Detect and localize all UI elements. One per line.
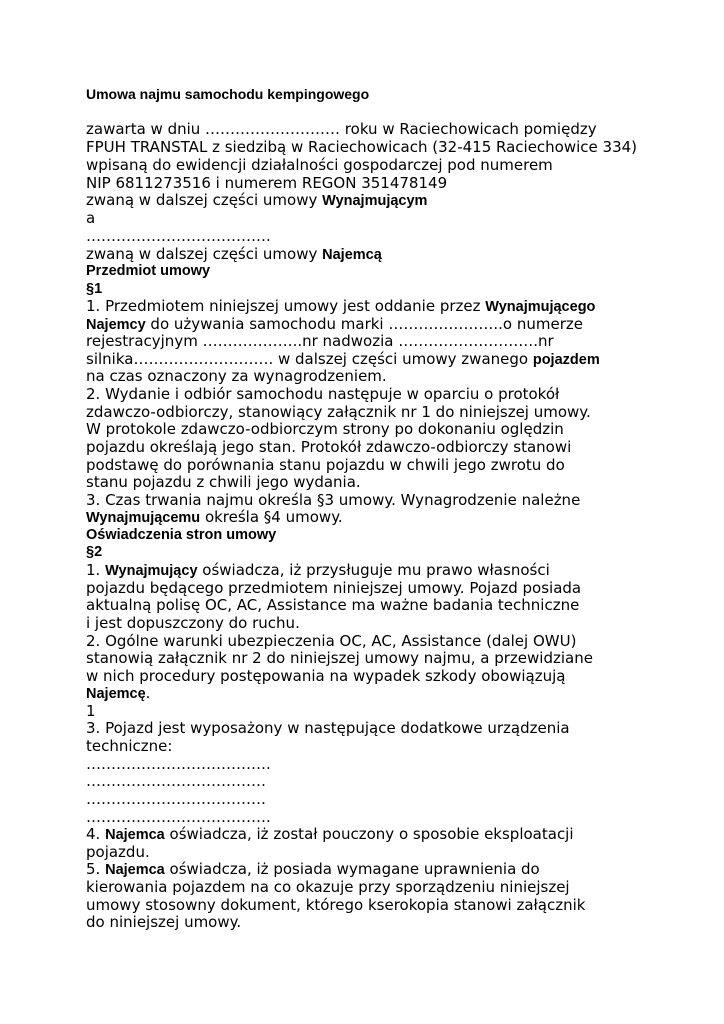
blank-field: ……………………………… — [86, 772, 266, 790]
paragraph-line: umowy stosowny dokument, którego kserokopia stanowi załącznik — [86, 896, 586, 914]
paragraph-line: 1. Przedmiotem niniejszej umowy jest oddanie przez Wynajmującego — [86, 297, 596, 315]
paragraph-line: Najemcy do używania samochodu marki …………………..o numerze — [86, 315, 583, 333]
blank-field: ……………………………… — [86, 790, 266, 808]
paragraph-line: 2. Ogólne warunki ubezpieczenia OC, AC, Assistance (dalej OWU) — [86, 632, 577, 650]
paragraph-line: Wynajmującemu określa §4 umowy. — [86, 508, 343, 526]
section-number: §2 — [86, 544, 103, 560]
paragraph-line: do niniejszej umowy. — [86, 913, 242, 931]
paragraph-line: rejestracyjnym ………………..nr nadwozia ……………………….nr — [86, 332, 554, 350]
paragraph-line: stanu pojazdu z chwili jego wydania. — [86, 473, 361, 491]
paragraph-line: i jest dopuszczony do ruchu. — [86, 614, 300, 632]
paragraph-line: W protokole zdawczo-odbiorczym strony po dokonaniu oględzin — [86, 420, 564, 438]
paragraph-line: 5. Najemca oświadcza, iż posiada wymagane uprawnienia do — [86, 860, 540, 878]
section-heading: Oświadczenia stron umowy — [86, 527, 277, 543]
paragraph-line: na czas oznaczony za wynagrodzeniem. — [86, 367, 387, 385]
paragraph-line: techniczne: — [86, 737, 173, 755]
paragraph-line: 4. Najemca oświadcza, iż został pouczony o sposobie eksploatacji — [86, 825, 574, 843]
paragraph-line: 3. Czas trwania najmu określa §3 umowy. Wynagrodzenie należne — [86, 491, 581, 509]
section-heading: Przedmiot umowy — [86, 263, 211, 279]
paragraph-line: Najemcę. — [86, 684, 151, 702]
blank-field: ………………………………. — [86, 227, 271, 245]
intro-line: FPUH TRANSTAL z siedzibą w Raciechowicach (32-415 Raciechowice 334) — [86, 138, 638, 156]
blank-field: ………………………………. — [86, 755, 271, 773]
paragraph-line: silnika………………………. w dalszej części umowy zwanego pojazdem — [86, 350, 600, 368]
paragraph-line: aktualną polisę OC, AC, Assistance ma ważne badania techniczne — [86, 596, 580, 614]
party-name-tenant: Najemcą — [322, 247, 382, 263]
paragraph-line: stanowią załącznik nr 2 do niniejszej umowy najmu, a przewidziane — [86, 649, 593, 667]
intro-line: zwaną w dalszej części umowy Wynajmującym — [86, 191, 428, 209]
paragraph-line: w nich procedury postępowania na wypadek szkody obowiązują — [86, 667, 566, 685]
paragraph-line: 2. Wydanie i odbiór samochodu następuje w oparciu o protokół — [86, 385, 560, 403]
page-number: 1 — [86, 702, 96, 720]
intro-line: zawarta w dniu ……………………… roku w Raciechowicach pomiędzy — [86, 120, 597, 138]
paragraph-line: podstawę do porównania stanu pojazdu w chwili jego zwrotu do — [86, 456, 565, 474]
document-title: Umowa najmu samochodu kempingowego — [86, 86, 370, 102]
blank-field: ………………………………. — [86, 808, 271, 826]
paragraph-line: pojazdu. — [86, 843, 150, 861]
party-name-landlord: Wynajmującym — [322, 193, 428, 209]
paragraph-line: pojazdu będącego przedmiotem niniejszej umowy. Pojazd posiada — [86, 579, 582, 597]
intro-line: a — [86, 209, 96, 227]
paragraph-line: 3. Pojazd jest wyposażony w następujące dodatkowe urządzenia — [86, 719, 570, 737]
paragraph-line: zdawczo-odbiorczy, stanowiący załącznik nr 1 do niniejszej umowy. — [86, 403, 591, 421]
intro-line: wpisaną do ewidencji działalności gospodarczej pod numerem — [86, 156, 553, 174]
paragraph-line: 1. Wynajmujący oświadcza, iż przysługuje mu prawo własności — [86, 561, 550, 579]
section-number: §1 — [86, 281, 103, 297]
intro-line: NIP 6811273516 i numerem REGON 351478149 — [86, 174, 448, 192]
paragraph-line: kierowania pojazdem na co okazuje przy sporządzeniu niniejszej — [86, 878, 570, 896]
intro-line: zwaną w dalszej części umowy Najemcą — [86, 245, 382, 263]
paragraph-line: pojazdu określają jego stan. Protokół zdawczo-odbiorczy stanowi — [86, 438, 572, 456]
